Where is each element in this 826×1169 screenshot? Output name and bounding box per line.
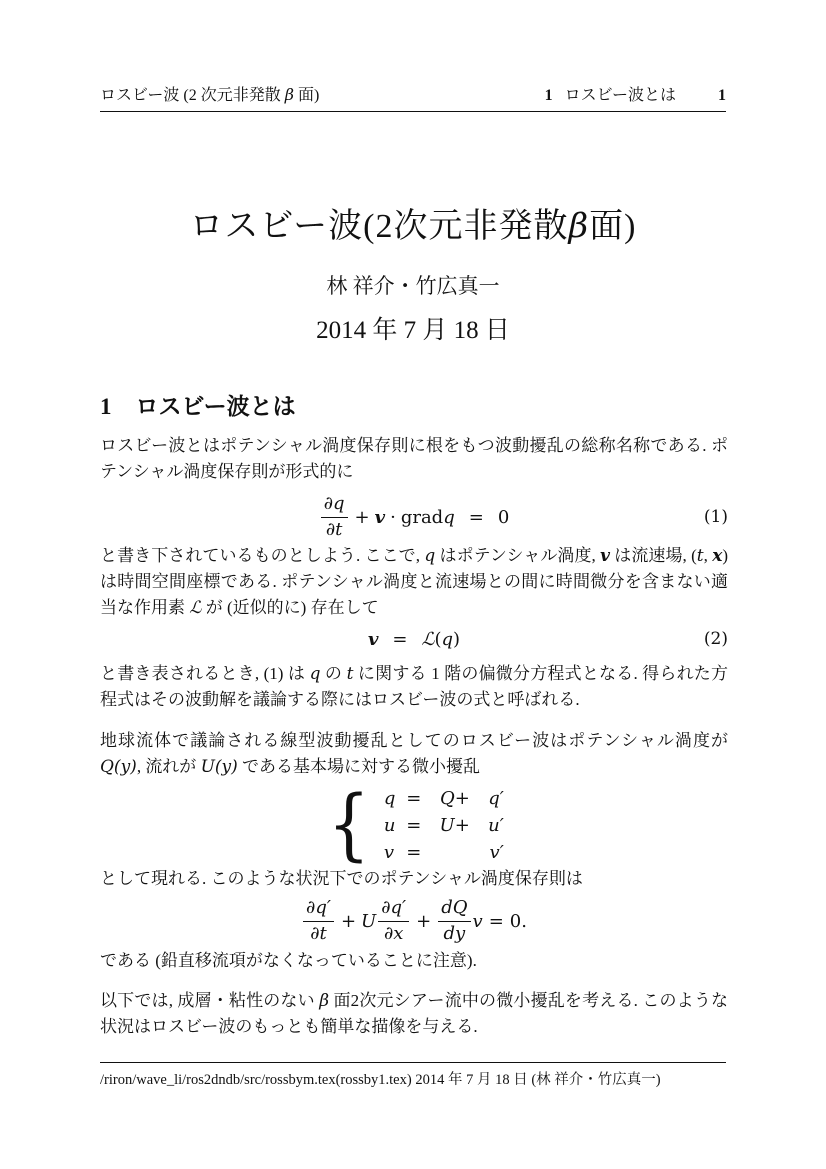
fraction-dqprime-dt xyxy=(303,898,334,944)
equals-sign: = xyxy=(488,910,504,932)
plus-operator: + xyxy=(416,910,432,932)
header-title-text-end: 面) xyxy=(293,87,320,104)
paragraph-5: として現れる. このような状況下でのポテンシャル渦度保存則は xyxy=(100,869,583,888)
paragraph-7: 以下では, 成層・粘性のない β 面2次元シアー流中の微小擾乱を考える. このような状況はロスビー波のもっとも簡単な描像を与える. xyxy=(100,991,728,1036)
q-symbol: q xyxy=(443,506,455,528)
title-beta-symbol: β xyxy=(568,206,590,246)
system-var: v xyxy=(383,841,394,863)
header-title-left xyxy=(100,82,319,105)
header-section-name: ロスビー波とは xyxy=(564,87,676,104)
fraction-numerator: ∂q′ xyxy=(303,898,334,922)
header-section-ref xyxy=(545,82,726,105)
velocity-vector-symbol: v xyxy=(367,628,379,650)
dot-operator: · xyxy=(390,506,396,528)
v-symbol: v xyxy=(472,910,483,932)
equation-2-label: (2) xyxy=(703,629,728,649)
paragraph-6: である (鉛直移流項がなくなっていることに注意). xyxy=(100,951,477,970)
system-var: q xyxy=(383,787,396,809)
system-prime: q′ xyxy=(488,787,504,809)
equals-sign: = xyxy=(468,506,484,528)
footer-text: /riron/wave_li/ros2dndb/src/rossbym.tex(rossby1.tex) 2014 年 7 月 18 日 (林 祥介・竹広真一) xyxy=(100,1072,661,1088)
paragraph-4: 地球流体で議論される線型波動擾乱としてのロスビー波はポテンシャル渦度が Q(y), 流れが U(y) である基本場に対する微小擾乱 xyxy=(100,731,728,777)
fraction-denominator: ∂x xyxy=(383,922,404,944)
equals-sign: = xyxy=(392,628,408,650)
rhs-zero: 0 xyxy=(497,506,510,528)
grad-operator: grad xyxy=(400,506,444,528)
section-heading xyxy=(100,388,726,421)
fraction-numerator: ∂q xyxy=(321,494,348,518)
footer-rule xyxy=(100,1062,726,1063)
header-title-text: ロスビー波 (2 次元非発散 xyxy=(100,87,285,104)
title-text-end: 面) xyxy=(589,208,637,245)
section-number: 1 xyxy=(100,394,112,419)
page-header xyxy=(100,82,726,112)
equals-sign: = xyxy=(406,814,422,836)
system-base: U+ xyxy=(439,814,470,836)
rhs-zero: 0. xyxy=(509,910,527,932)
fraction-dqprime-dx xyxy=(378,898,409,944)
equation-3 xyxy=(100,895,728,947)
title-text: ロスビー波(2次元非発散 xyxy=(189,208,569,245)
equals-sign: = xyxy=(406,841,422,863)
fraction-numerator: dQ xyxy=(438,898,470,922)
equals-sign: = xyxy=(406,787,422,809)
fraction-denominator: ∂t xyxy=(310,922,327,944)
section-title: ロスビー波とは xyxy=(135,393,296,419)
equation-system xyxy=(100,779,728,870)
fraction-numerator: ∂q′ xyxy=(378,898,409,922)
paren-right: ) xyxy=(453,628,461,650)
document-title xyxy=(0,198,826,247)
fraction-denominator: ∂t xyxy=(325,518,343,540)
header-section-number: 1 xyxy=(544,87,553,104)
plus-operator: + xyxy=(340,910,357,932)
header-beta-symbol: β xyxy=(284,85,294,104)
equation-2 xyxy=(100,622,728,656)
paragraph-3: と書き表されるとき, (1) は q の t に関する 1 階の偏微分方程式となる. 得られた方程式はその波動解を議論する際にはロスビー波の式と呼ばれる. xyxy=(100,664,729,709)
equation-1 xyxy=(100,492,728,542)
paren-left: ( xyxy=(434,628,442,650)
system-base xyxy=(428,842,470,863)
equation-1-label: (1) xyxy=(703,507,728,527)
velocity-vector-symbol: v xyxy=(374,506,386,528)
operator-L-symbol: ℒ xyxy=(421,628,435,650)
document-date: 2014 年 7 月 18 日 xyxy=(316,317,510,344)
system-base: Q+ xyxy=(439,787,470,809)
document-authors: 林 祥介・竹広真一 xyxy=(326,274,500,298)
system-prime: v′ xyxy=(489,841,504,863)
left-brace: { xyxy=(327,779,371,870)
system-prime: u′ xyxy=(488,814,504,836)
U-symbol: U xyxy=(361,910,377,932)
system-grid xyxy=(384,788,504,863)
q-symbol: q xyxy=(441,628,454,650)
paragraph-1: ロスビー波とはポテンシャル渦度保存則に根をもつ波動擾乱の総称名称である. ポテンシャル渦度保存則が形式的に xyxy=(100,436,728,481)
paragraph-2: と書き下されているものとしよう. ここで, q はポテンシャル渦度, v は流速場, (t, x) は時間空間座標である. ポテンシャル渦度と流速場との間に時間微分を含まない適当な作用素 ℒ が (近似的に) 存在して xyxy=(100,546,729,618)
plus-operator: + xyxy=(354,506,370,528)
fraction-denominator: dy xyxy=(443,922,466,944)
header-page-number: 1 xyxy=(718,87,726,104)
fraction-dQ-dy xyxy=(438,898,470,944)
system-var: u xyxy=(383,814,396,836)
fraction-dq-dt xyxy=(321,494,348,540)
